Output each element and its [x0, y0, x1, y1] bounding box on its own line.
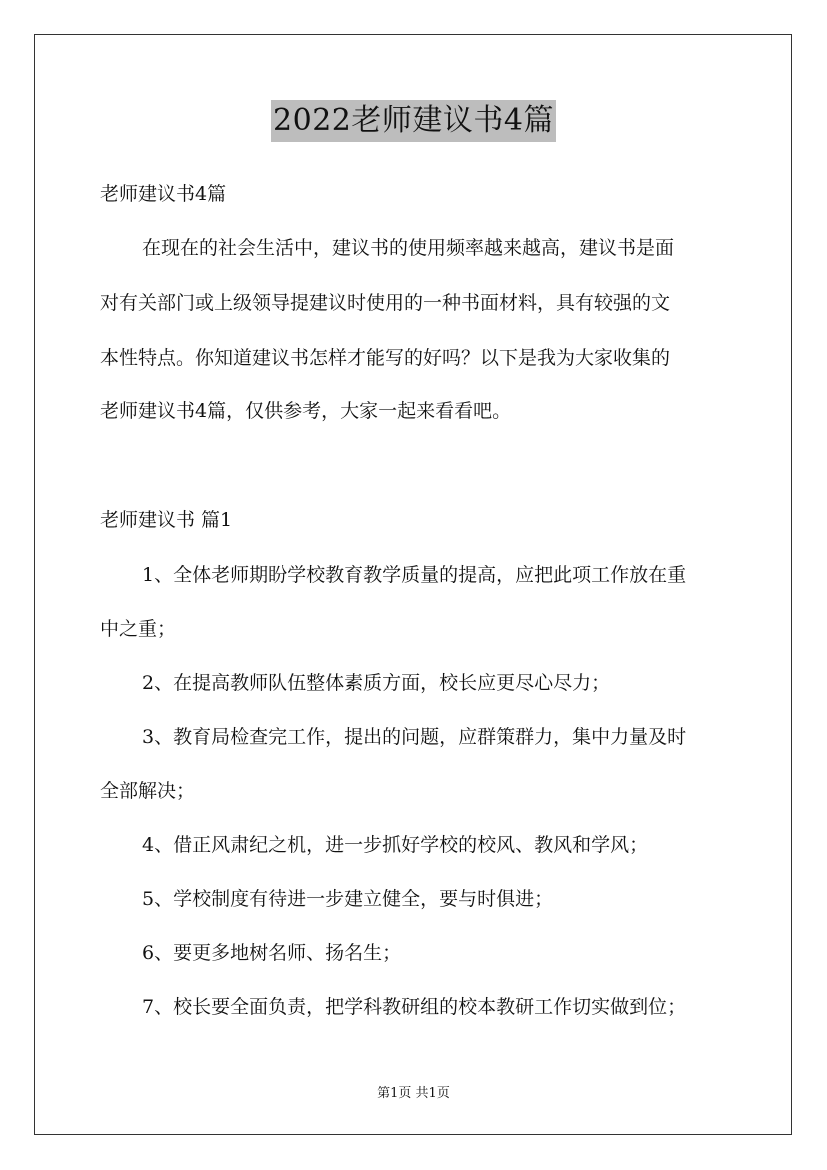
list-item: 4、借正风肃纪之机，进一步抓好学校的校风、教风和学风； [142, 834, 649, 856]
list-item: 2、在提高教师队伍整体素质方面，校长应更尽心尽力； [142, 672, 611, 694]
intro-line: 对有关部门或上级领导提建议时使用的一种书面材料，具有较强的文 [100, 292, 671, 314]
intro-line: 本性特点。你知道建议书怎样才能写的好吗？以下是我为大家收集的 [100, 347, 671, 369]
list-item: 3、教育局检查完工作，提出的问题，应群策群力，集中力量及时 [142, 726, 687, 748]
subtitle: 老师建议书4篇 [100, 183, 227, 205]
list-item-continuation: 全部解决； [100, 780, 196, 802]
list-item: 1、全体老师期盼学校教育教学质量的提高，应把此项工作放在重 [142, 564, 687, 586]
section-heading: 老师建议书 篇1 [100, 509, 233, 531]
list-item: 5、学校制度有待进一步建立健全，要与时俱进； [142, 888, 554, 910]
list-item: 6、要更多地树名师、扬名生； [142, 942, 402, 964]
document-title: 2022老师建议书4篇 [271, 100, 556, 142]
list-item-continuation: 中之重； [100, 618, 177, 640]
page-footer: 第1页 共1页 [377, 1086, 450, 1101]
list-item: 7、校长要全面负责，把学科教研组的校本教研工作切实做到位； [142, 996, 687, 1018]
intro-line: 在现在的社会生活中，建议书的使用频率越来越高，建议书是面 [142, 237, 675, 259]
intro-line: 老师建议书4篇，仅供参考，大家一起来看看吧。 [100, 400, 512, 422]
title-container [0, 100, 827, 142]
